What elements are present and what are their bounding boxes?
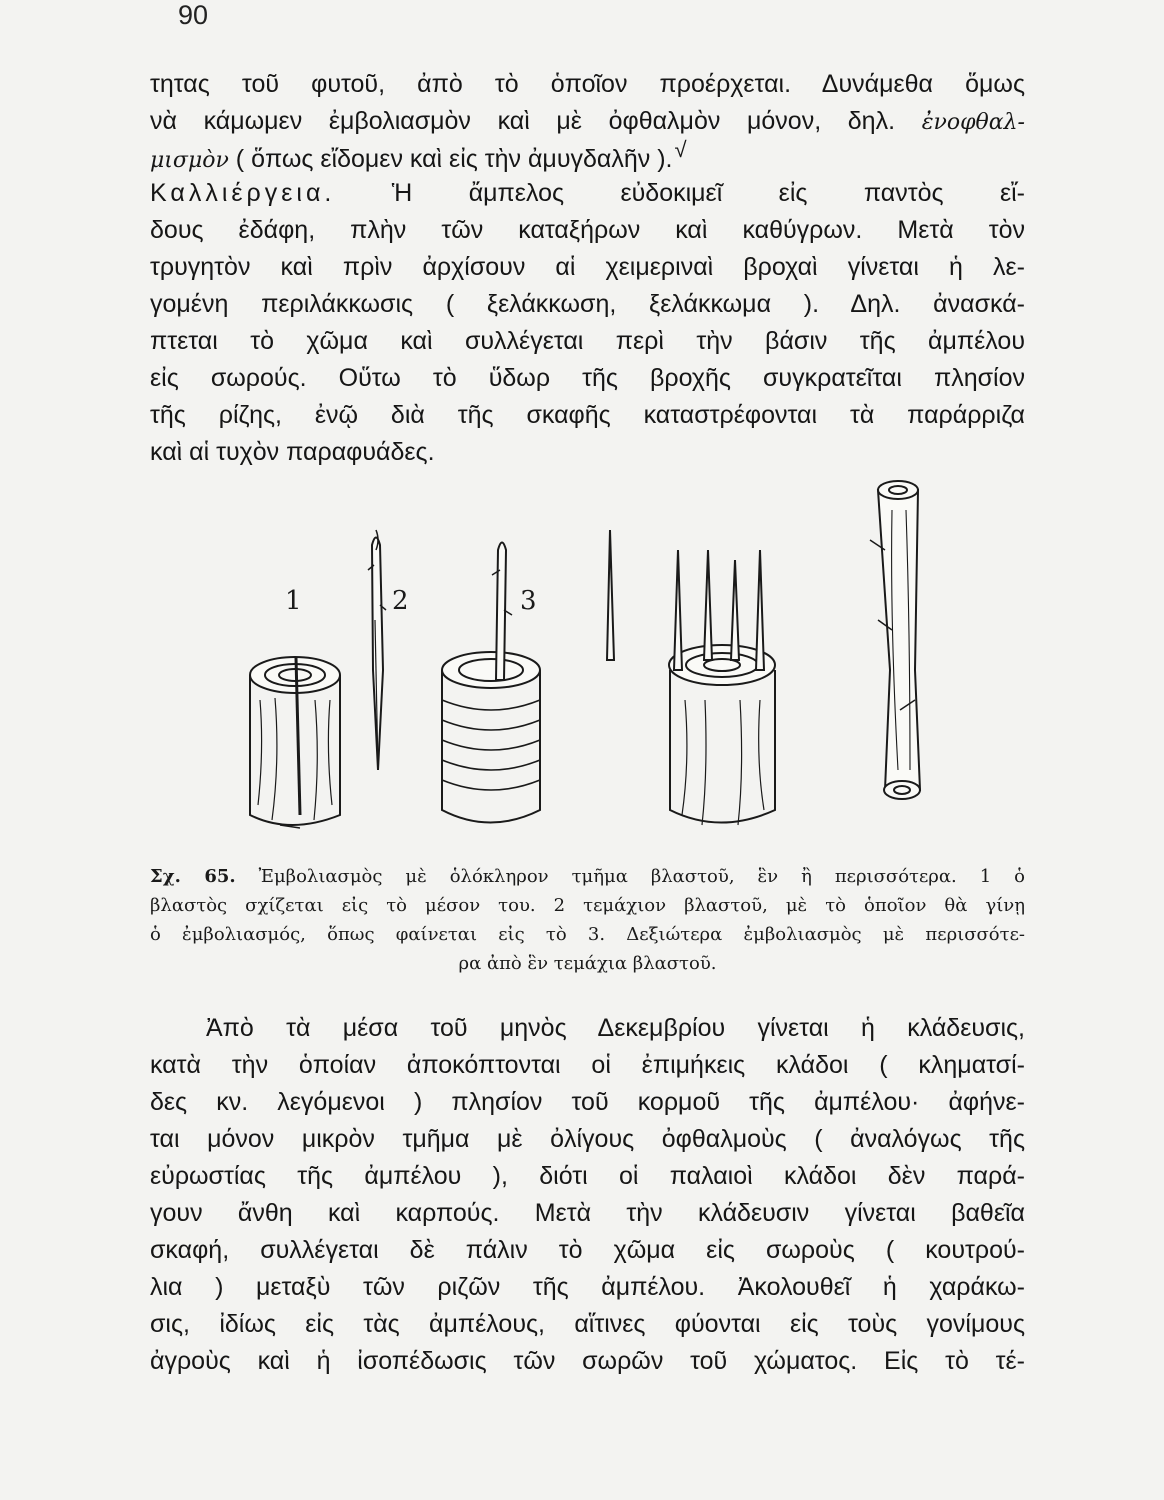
italic-term: ἐνοφθαλ- [921,110,1025,135]
text-line: λια ) μεταξὺ τῶν ριζῶν τῆς ἀμπέλου. Ἀκολουθεῖ ἡ χαράκω- [150,1273,1025,1301]
figure-number: Σχ. 65. [150,866,236,887]
multiple-scions-drawing [607,530,775,825]
tall-stem-drawing [870,481,920,799]
text-line: νὰ κάμωμεν ἐμβολιασμὸν καὶ μὲ ὀφθαλμὸν μόνον, δηλ. ἐνοφθαλ- [150,107,1025,135]
text-line: σις, ἰδίως εἰς τὰς ἀμπέλους, αἵτινες φύονται εἰς τοὺς γονίμους [150,1310,1025,1338]
text-line: γομένη περιλάκκωσις ( ξελάκκωση, ξελάκκωμα ). Δηλ. ἀνασκά- [150,290,1025,318]
grafting-drawing [230,470,1030,850]
split-stock-drawing [250,657,340,828]
text-line: μισμὸν ( ὅπως εἴδομεν καὶ εἰς τὴν ἀμυγδαλῆν ).√ [150,137,687,173]
figure-caption [150,862,1025,978]
paragraph-pruning [150,1010,1025,1380]
text-line: εὐρωστίας τῆς ἀμπέλου ), διότι οἱ παλαιοὶ κλάδοι δὲν παρά- [150,1162,1025,1190]
caption-line: Σχ. 65. Ἐμβολιασμὸς μὲ ὁλόκληρον τμῆμα βλαστοῦ, ἓν ἢ περισσότερα. 1 ὁ [150,866,1025,887]
wrapped-graft-drawing [442,543,540,823]
text-line: σκαφή, συλλέγεται δὲ πάλιν τὸ χῶμα εἰς σωροὺς ( κουτρού- [150,1236,1025,1264]
text-line: ἀγροὺς καὶ ἡ ἰσοπέδωσις τῶν σωρῶν τοῦ χώματος. Εἰς τὸ τέ- [150,1347,1025,1375]
section-heading: Καλλιέργεια. [150,179,336,207]
figure-label-3: 3 [520,586,537,616]
caption-line: ὁ ἐμβολιασμός, ὅπως φαίνεται εἰς τὸ 3. Δεξιώτερα ἐμβολιασμὸς μὲ περισσότε- [150,924,1025,945]
page-number: 90 [178,0,209,30]
paragraph-grafting [150,66,1025,179]
text-line: Καλλιέργεια. Ἡ ἄμπελος εὐδοκιμεῖ εἰς παντὸς εἴ- [150,179,1025,207]
text-line: τητας τοῦ φυτοῦ, ἀπὸ τὸ ὁποῖον προέρχεται. Δυνάμεθα ὅμως [150,70,1025,98]
paragraph-cultivation [150,175,1025,471]
handwritten-check-mark: √ [674,137,687,162]
text-line: γουν ἄνθη καὶ καρπούς. Μετὰ τὴν κλάδευσιν γίνεται βαθεῖα [150,1199,1025,1227]
italic-term: μισμὸν [150,148,229,173]
text-line: τῆς ρίζης, ἐνῷ διὰ τῆς σκαφῆς καταστρέφονται τὰ παράρριζα [150,401,1025,429]
text-line: εἰς σωρούς. Οὕτω τὸ ὕδωρ τῆς βροχῆς συγκρατεῖται πλησίον [150,364,1025,392]
scion-drawing [368,530,386,770]
text-line: δες κν. λεγόμενοι ) πλησίον τοῦ κορμοῦ τῆς ἀμπέλου· ἀφήνε- [150,1088,1025,1116]
text-line: καὶ αἱ τυχὸν παραφυάδες. [150,438,435,466]
text-line: τρυγητὸν καὶ πρὶν ἀρχίσουν αἱ χειμεριναὶ βροχαὶ γίνεται ἡ λε- [150,253,1025,281]
text-line: ται μόνον μικρὸν τμῆμα μὲ ὀλίγους ὀφθαλμοὺς ( ἀναλόγως τῆς [150,1125,1025,1153]
figure-label-1: 1 [285,586,302,616]
figure-label-2: 2 [392,586,409,616]
caption-line: ρα ἀπὸ ἓν τεμάχια βλαστοῦ. [458,953,717,974]
text-line: δους ἐδάφη, πλὴν τῶν καταξήρων καὶ καθύγρων. Μετὰ τὸν [150,216,1025,244]
text-line: Ἀπὸ τὰ μέσα τοῦ μηνὸς Δεκεμβρίου γίνεται ἡ κλάδευσις, [206,1014,1025,1042]
text-line: πτεται τὸ χῶμα καὶ συλλέγεται περὶ τὴν βάσιν τῆς ἀμπέλου [150,327,1025,355]
grafting-illustration [230,470,1030,850]
caption-line: βλαστὸς σχίζεται εἰς τὸ μέσον του. 2 τεμάχιον βλαστοῦ, μὲ τὸ ὁποῖον θὰ γίνῃ [150,895,1025,916]
text-line: κατὰ τὴν ὁποίαν ἀποκόπτονται οἱ ἐπιμήκεις κλάδοι ( κληματσί- [150,1051,1025,1079]
